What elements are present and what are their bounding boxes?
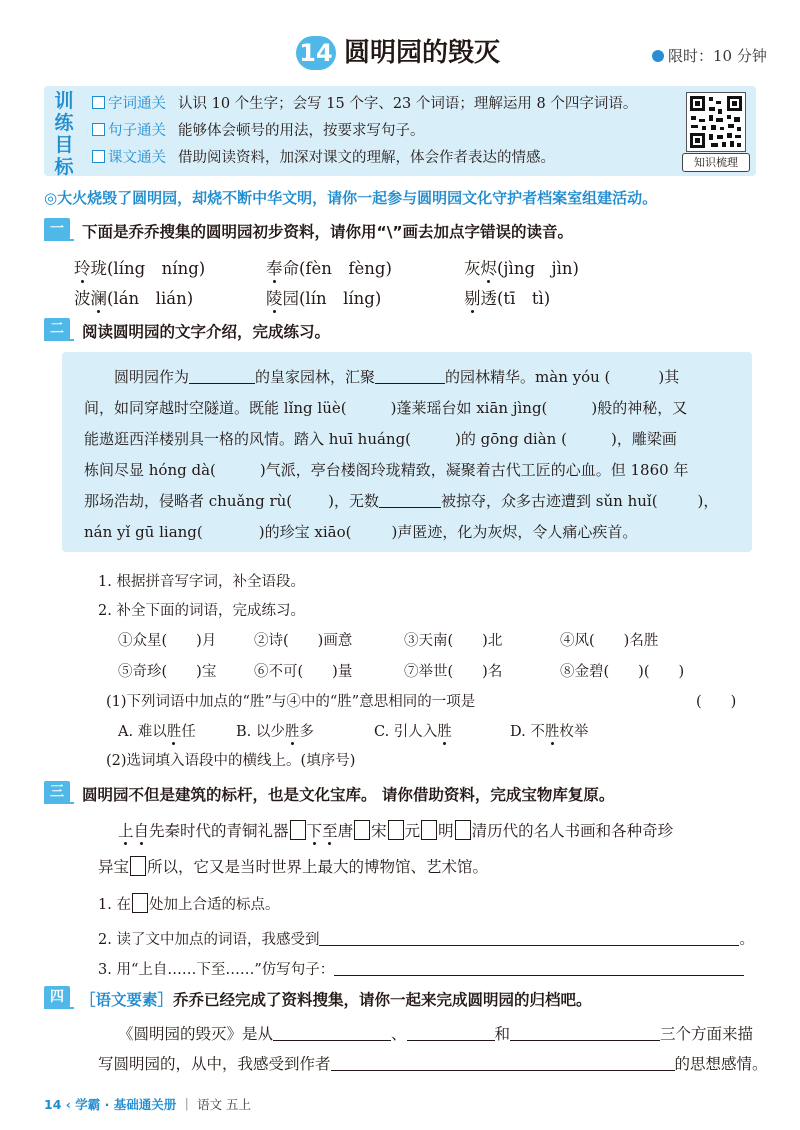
subject-grade: 语文 五上 [197, 1097, 252, 1112]
training-goals-label [52, 90, 76, 178]
lesson-number-badge: 14 [296, 36, 336, 70]
punctuation-box[interactable] [421, 820, 437, 840]
fill-blank[interactable] [375, 367, 445, 384]
idiom-item: ④风( )名胜 [560, 633, 659, 649]
fill-blank[interactable] [189, 367, 255, 384]
sub-question-1: (1)下列词语中加点的“胜”与④中的“胜”意思相同的一项是 [106, 694, 476, 710]
answer-line[interactable] [407, 1040, 495, 1041]
page-footer: 14 ‹ 学霸 · 基础通关册 ｜ 语文 五上 [44, 1097, 252, 1112]
goal-category[interactable]: 课文通关 [92, 150, 166, 166]
treasure-line-2: 异宝 所以，它又是当时世界上最大的博物馆、艺术馆。 [98, 858, 489, 876]
question-3-3: 3. 用“上自……下至……”仿写句子： [98, 958, 744, 979]
dotted-char: 玲 [74, 259, 91, 278]
dotted-char: 陵 [266, 289, 283, 308]
pinyin-item: 灰烬(jìng jìn) [464, 259, 579, 278]
idiom-item: ⑦举世( )名 [404, 664, 503, 680]
activity-intro: ◎大火烧毁了圆明园，却烧不断中华文明，请你一起参与圆明园文化守护者档案室组建活动。 [44, 189, 658, 207]
section-1-badge: 一 [44, 218, 70, 240]
goal-text: 认识 10 个生字；会写 15 个字、23 个词语；理解运用 8 个四字词语。 [178, 96, 638, 112]
option-d[interactable]: D. 不胜枚举 [510, 724, 589, 740]
section-3-title: 圆明园不但是建筑的标杆，也是文化宝库。 请你借助资料，完成宝物库复原。 [82, 786, 615, 804]
goal-category[interactable]: 字词通关 [92, 96, 166, 112]
lesson-title: 圆明园的毁灭 [344, 38, 501, 68]
goal-label-char: 目 [54, 134, 74, 156]
goal-label-char: 标 [54, 156, 74, 178]
checkbox-icon[interactable] [92, 150, 105, 163]
goal-category[interactable]: 句子通关 [92, 123, 166, 139]
qr-caption[interactable]: 知识梳理 [682, 153, 750, 172]
book-brand: 学霸 · 基础通关册 [75, 1097, 177, 1112]
goal-row-text [92, 145, 555, 171]
option-a[interactable]: A. 难以胜任 [118, 724, 196, 740]
dotted-char: 烬 [480, 259, 497, 278]
passage-line: nán yǐ gū liang( )的珍宝 xiāo( )声匿迹，化为灰烬，令人痛心疾首。 [84, 523, 638, 541]
dotted-char: 胜 [544, 724, 560, 740]
idiom-item: ③天南( )北 [404, 633, 503, 649]
idiom-item: ①众星( )月 [118, 633, 217, 649]
qr-code-icon[interactable] [686, 92, 746, 152]
pinyin-item: 剔透(tī tì) [464, 289, 551, 308]
clock-icon [652, 50, 664, 62]
sub-question-2: (2)选词填入语段中的横线上。(填序号) [106, 753, 356, 769]
pinyin-item: 陵园(lín líng) [266, 289, 382, 308]
archive-line-1: 《圆明园的毁灭》是从 、 和 三个方面来描 [118, 1025, 754, 1043]
treasure-line-1: 上自先秦时代的青铜礼器 下至唐 宋 元 明 清历代的名人书画和各种奇珍 [118, 822, 674, 840]
question-3-2: 2. 读了文中加点的词语，我感受到 。 [98, 932, 754, 948]
dotted-char: 胜 [166, 724, 182, 740]
goal-label-char: 训 [54, 90, 74, 112]
goal-row-sentences [92, 118, 425, 144]
idiom-item: ②诗( )画意 [254, 633, 353, 649]
dotted-char: 剔 [464, 289, 481, 308]
dotted-char: 澜 [90, 289, 107, 308]
question-2-2: 2. 补全下面的词语，完成练习。 [98, 603, 305, 619]
checkbox-icon[interactable] [92, 96, 105, 109]
chevron-left-icon: ‹ [65, 1097, 76, 1112]
answer-line[interactable] [331, 1070, 675, 1071]
punctuation-box[interactable] [388, 820, 404, 840]
idiom-item: ⑤奇珍( )宝 [118, 664, 217, 680]
goal-text: 借助阅读资料，加深对课文的理解，体会作者表达的情感。 [178, 150, 555, 166]
punctuation-box[interactable] [290, 820, 306, 840]
section-2-title: 阅读圆明园的文字介绍，完成练习。 [82, 323, 331, 341]
passage-line: 栋间尽显 hóng dà( )气派，亭台楼阁玲珑精致，凝聚着古代工匠的心血。但 1860 年 [84, 461, 689, 479]
pinyin-item: 玲珑(líng níng) [74, 259, 206, 278]
section-4-badge: 四 [44, 986, 70, 1008]
question-2-1: 1. 根据拼音写字词，补全语段。 [98, 574, 305, 590]
question-3-1: 1. 在 处加上合适的标点。 [98, 893, 279, 914]
dotted-char: 胜 [437, 724, 452, 740]
fill-blank[interactable] [379, 491, 441, 508]
section-4-title: ［语文要素］乔乔已经完成了资料搜集，请你一起来完成圆明园的归档吧。 [80, 991, 592, 1009]
answer-line[interactable] [273, 1040, 391, 1041]
page-number: 14 [44, 1097, 62, 1112]
passage-line: 圆明园作为 的皇家园林，汇聚 的园林精华。màn yóu ( )其 [84, 368, 680, 386]
section-1-title: 下面是乔乔搜集的圆明园初步资料，请你用“\”画去加点字错误的读音。 [82, 223, 574, 241]
idiom-item: ⑧金碧( )( ) [560, 664, 685, 680]
punctuation-box[interactable] [354, 820, 370, 840]
section-3-badge: 三 [44, 781, 70, 803]
pinyin-item: 奉命(fèn fèng) [266, 259, 392, 278]
time-limit [652, 45, 767, 66]
idiom-item: ⑥不可( )量 [254, 664, 353, 680]
dotted-char: 奉 [266, 259, 283, 278]
section-2-badge: 二 [44, 318, 70, 340]
answer-line[interactable] [510, 1040, 660, 1041]
answer-line[interactable] [319, 945, 739, 946]
time-limit-text: 限时：10 分钟 [668, 47, 767, 65]
answer-paren[interactable]: ( ) [696, 694, 737, 710]
element-tag: ［语文要素］ [80, 991, 174, 1009]
passage-line: 能遨逛西洋楼别具一格的风情。踏入 huī huáng( )的 gōng diàn ( )，雕梁画 [84, 430, 677, 448]
pinyin-item: 波澜(lán lián) [74, 289, 194, 308]
punctuation-box[interactable] [455, 820, 471, 840]
goal-label-char: 练 [54, 112, 74, 134]
answer-line[interactable] [334, 975, 744, 976]
option-c[interactable]: C. 引人入胜 [374, 724, 452, 740]
punctuation-box[interactable] [130, 856, 146, 876]
passage-line: 间，如同穿越时空隧道。既能 lǐng lüè( )蓬莱瑶台如 xiān jìng( )般的神秘，又 [84, 399, 688, 417]
box-icon [132, 893, 148, 913]
goal-row-words [92, 91, 637, 117]
dotted-char: 胜 [284, 724, 300, 740]
goal-text: 能够体会顿号的用法，按要求写句子。 [178, 123, 425, 139]
passage-line: 那场浩劫，侵略者 chuǎng rù( )，无数 被掠夺，众多古迹遭到 sǔn huǐ( )， [84, 492, 719, 510]
checkbox-icon[interactable] [92, 123, 105, 136]
option-b[interactable]: B. 以少胜多 [236, 724, 314, 740]
archive-line-2: 写圆明园的，从中，我感受到作者 的思想感情。 [98, 1055, 768, 1073]
